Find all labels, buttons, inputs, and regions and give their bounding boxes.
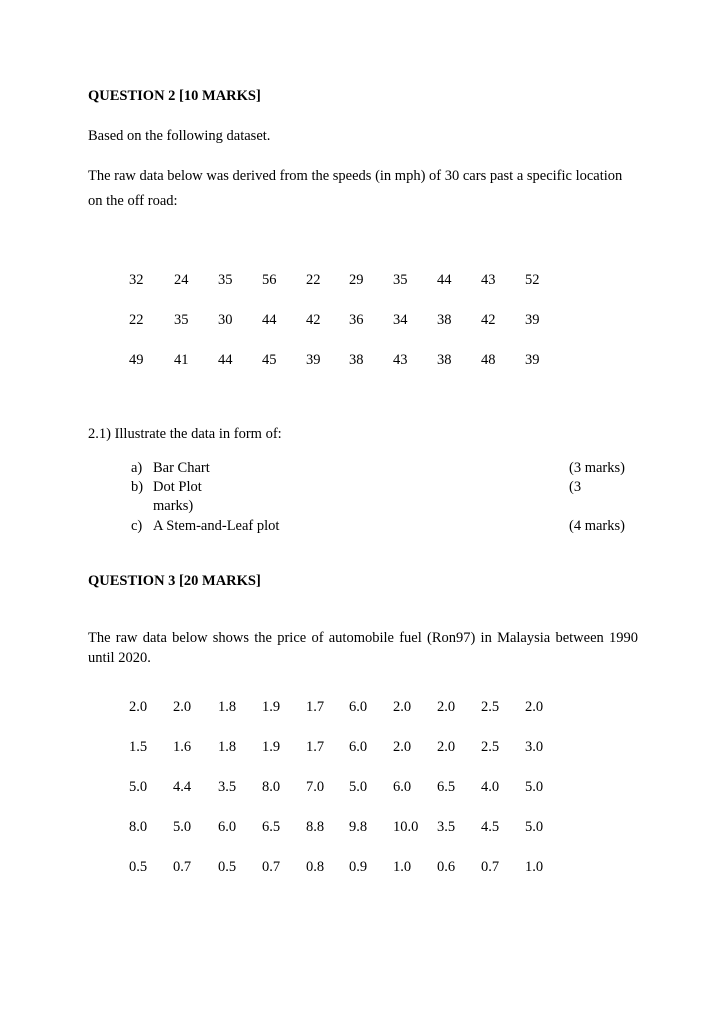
table-cell: 35 xyxy=(218,272,233,288)
table-cell: 38 xyxy=(437,352,452,368)
table-cell: 9.8 xyxy=(349,819,368,835)
table-cell: 1.7 xyxy=(306,739,325,755)
table-cell: 56 xyxy=(262,272,277,288)
table-cell: 1.6 xyxy=(173,739,192,755)
table-cell: 38 xyxy=(437,312,452,328)
table-cell: 6.0 xyxy=(349,739,368,755)
table-cell: 35 xyxy=(174,312,189,328)
table-cell: 1.5 xyxy=(129,739,148,755)
table-cell: 4.0 xyxy=(481,779,500,795)
item-letter: b) xyxy=(131,479,144,495)
table-cell: 0.7 xyxy=(262,859,281,875)
table-cell: 22 xyxy=(306,272,321,288)
table-cell: 0.9 xyxy=(349,859,368,875)
table-cell: 2.0 xyxy=(525,699,544,715)
table-cell: 5.0 xyxy=(349,779,368,795)
table-cell: 5.0 xyxy=(173,819,192,835)
table-cell: 39 xyxy=(306,352,321,368)
table-cell: 29 xyxy=(349,272,364,288)
table-cell: 8.0 xyxy=(129,819,148,835)
item-marks: (3 marks) xyxy=(569,460,625,476)
table-cell: 2.0 xyxy=(173,699,192,715)
item-letter: c) xyxy=(131,518,143,534)
table-row xyxy=(0,819,724,839)
table-cell: 6.5 xyxy=(262,819,281,835)
table-cell: 5.0 xyxy=(525,779,544,795)
table-cell: 6.0 xyxy=(393,779,412,795)
table-row xyxy=(0,312,724,332)
item-text: Dot Plot xyxy=(153,479,202,495)
table-cell: 45 xyxy=(262,352,277,368)
table-cell: 2.5 xyxy=(481,699,500,715)
item-text: A Stem-and-Leaf plot xyxy=(153,518,280,534)
question-3-heading: QUESTION 3 [20 MARKS] xyxy=(88,573,261,589)
table-cell: 0.8 xyxy=(306,859,325,875)
table-cell: 2.0 xyxy=(129,699,148,715)
table-cell: 44 xyxy=(218,352,233,368)
table-cell: 4.4 xyxy=(173,779,192,795)
table-cell: 44 xyxy=(437,272,452,288)
table-cell: 32 xyxy=(129,272,144,288)
table-cell: 7.0 xyxy=(306,779,325,795)
question-2-intro: Based on the following dataset. xyxy=(88,128,271,144)
table-row xyxy=(0,779,724,799)
table-cell: 1.0 xyxy=(525,859,544,875)
table-cell: 0.6 xyxy=(437,859,456,875)
table-row xyxy=(0,352,724,372)
table-cell: 42 xyxy=(306,312,321,328)
table-cell: 1.8 xyxy=(218,699,237,715)
table-cell: 3.5 xyxy=(218,779,237,795)
item-marks: (4 marks) xyxy=(569,518,625,534)
table-cell: 5.0 xyxy=(525,819,544,835)
table-cell: 2.0 xyxy=(437,739,456,755)
table-cell: 3.0 xyxy=(525,739,544,755)
table-row xyxy=(0,272,724,292)
question-2-description: The raw data below was derived from the speeds (in mph) of 30 cars past a specific location on the off road: xyxy=(88,168,623,209)
question-3-description: The raw data below shows the price of automobile fuel (Ron97) in Malaysia between 1990 until 2020. xyxy=(88,630,638,666)
table-cell: 48 xyxy=(481,352,496,368)
table-cell: 43 xyxy=(393,352,408,368)
table-cell: 5.0 xyxy=(129,779,148,795)
table-cell: 2.0 xyxy=(393,699,412,715)
table-cell: 8.8 xyxy=(306,819,325,835)
table-cell: 1.0 xyxy=(393,859,412,875)
table-cell: 30 xyxy=(218,312,233,328)
table-cell: 39 xyxy=(525,312,540,328)
table-cell: 42 xyxy=(481,312,496,328)
table-cell: 8.0 xyxy=(262,779,281,795)
table-cell: 4.5 xyxy=(481,819,500,835)
table-cell: 41 xyxy=(174,352,189,368)
item-marks: (3 xyxy=(569,479,582,495)
table-cell: 22 xyxy=(129,312,144,328)
question-2-task: 2.1) Illustrate the data in form of: xyxy=(88,426,282,442)
table-cell: 39 xyxy=(525,352,540,368)
table-row xyxy=(0,739,724,759)
table-cell: 6.0 xyxy=(349,699,368,715)
table-cell: 36 xyxy=(349,312,364,328)
table-cell: 6.5 xyxy=(437,779,456,795)
table-cell: 2.5 xyxy=(481,739,500,755)
table-cell: 1.9 xyxy=(262,699,281,715)
table-cell: 2.0 xyxy=(437,699,456,715)
table-cell: 35 xyxy=(393,272,408,288)
table-cell: 0.7 xyxy=(481,859,500,875)
table-cell: 0.5 xyxy=(218,859,237,875)
table-cell: 1.7 xyxy=(306,699,325,715)
table-cell: 52 xyxy=(525,272,540,288)
table-cell: 34 xyxy=(393,312,408,328)
table-row xyxy=(0,859,724,879)
question-2-heading: QUESTION 2 [10 MARKS] xyxy=(88,88,261,104)
table-cell: 0.7 xyxy=(173,859,192,875)
table-cell: 2.0 xyxy=(393,739,412,755)
table-cell: 10.0 xyxy=(393,819,419,835)
table-cell: 1.9 xyxy=(262,739,281,755)
table-cell: 43 xyxy=(481,272,496,288)
table-cell: 0.5 xyxy=(129,859,148,875)
table-cell: 49 xyxy=(129,352,144,368)
item-text: Bar Chart xyxy=(153,460,210,476)
table-cell: 1.8 xyxy=(218,739,237,755)
table-row xyxy=(0,699,724,719)
table-cell: 3.5 xyxy=(437,819,456,835)
table-cell: 38 xyxy=(349,352,364,368)
table-cell: 6.0 xyxy=(218,819,237,835)
table-cell: 44 xyxy=(262,312,277,328)
item-marks-wrap: marks) xyxy=(153,498,194,514)
item-letter: a) xyxy=(131,460,143,476)
table-cell: 24 xyxy=(174,272,189,288)
